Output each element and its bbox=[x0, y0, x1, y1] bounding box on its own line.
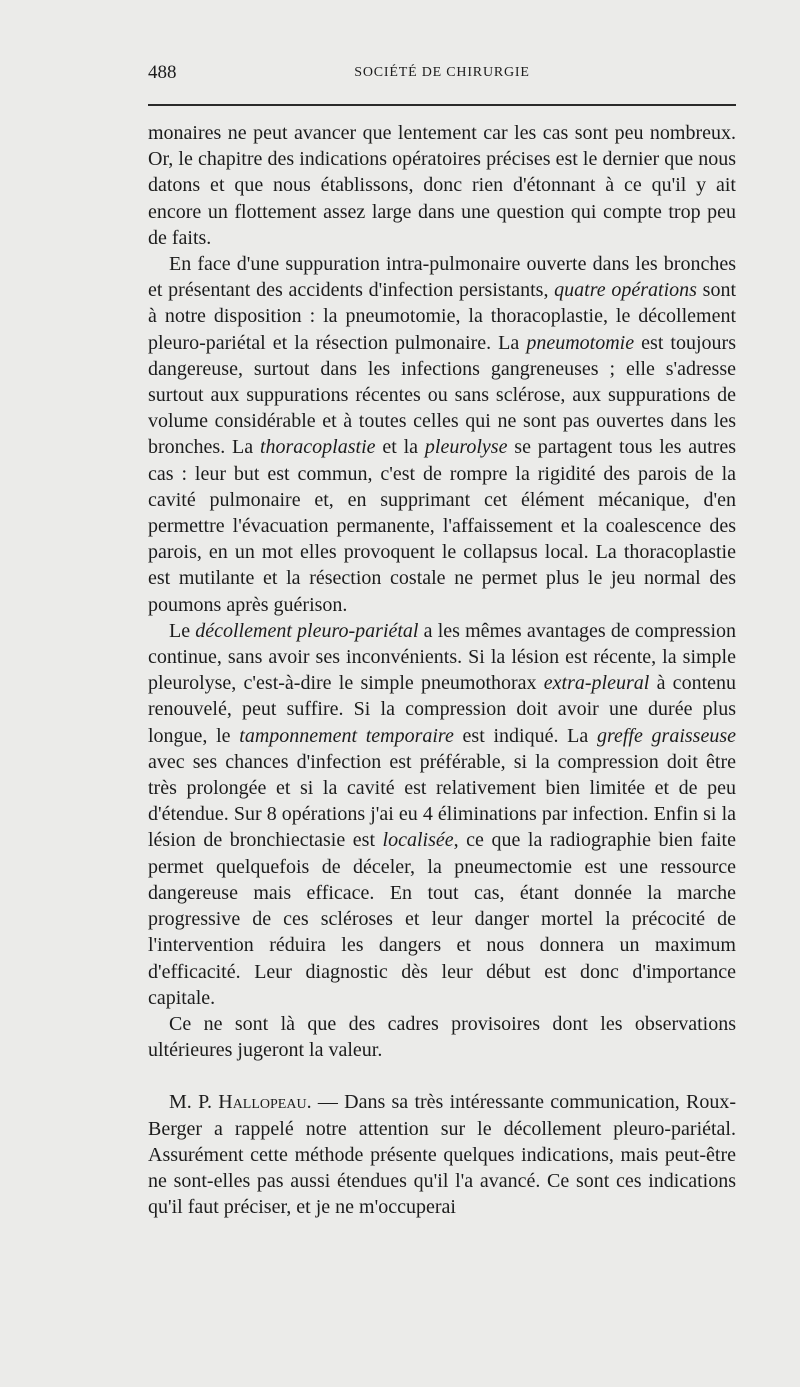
italic-term: pleurolyse bbox=[424, 436, 508, 459]
speaker-name: M. P. Hallopeau. bbox=[169, 1091, 312, 1114]
text-run: avec ses chances d'infection est préférable, si la compression doit être très prolongée et si la cavité est relativement bien limitée et de peu d'étendue. Sur 8 opérations j'ai eu 4 éliminations par infection. Enfin si la lésion de bronchiectasie est bbox=[148, 750, 736, 852]
text-run: est toujours dangereuse, surtout dans les infections gangreneuses ; elle s'adresse surtout aux suppurations récentes ou sans sclérose, aux suppurations de volume considérable et à toutes celles qui ne sont pas ouvertes dans les bronches. La bbox=[148, 331, 736, 459]
italic-term: quatre opérations bbox=[554, 279, 697, 302]
header-rule bbox=[148, 104, 736, 106]
running-head: SOCIÉTÉ DE CHIRURGIE bbox=[354, 65, 530, 80]
article-body bbox=[148, 120, 736, 1220]
page-header bbox=[148, 62, 736, 92]
text-run: En face d'une suppuration intra-pulmonaire ouverte dans les bronches et présentant des accidents d'infection persistants, bbox=[148, 253, 736, 302]
italic-term: greffe graisseuse bbox=[596, 724, 736, 747]
italic-term: extra-pleural bbox=[543, 672, 650, 695]
paragraph-hallopeau bbox=[148, 1089, 736, 1220]
text-run: , ce que la radiographie bien faite permet quelquefois de déceler, la pneumectomie est une ressource dangereuse mais efficace. En tout cas, étant donnée la marche progressive de ces scléroses et leur danger mortel la précocité de l'intervention réduira les dangers et nous donnera un maximum d'efficacité. Leur diagnostic dès leur début est donc d'importance capitale. bbox=[148, 829, 736, 1009]
text-run: à contenu renouvelé, peut suffire. Si la compression doit avoir une durée plus longue, le bbox=[148, 672, 736, 747]
text-run: — Dans sa très intéressante communication, Roux-Berger a rappelé notre attention sur le décollement pleuro-pariétal. Assurément cette méthode présente quelques indications, mais peut-être ne sont-elles pas aussi étendues qu'il l'a avancé. Ce sont ces indications qu'il faut préciser, et je ne m'occuperai bbox=[148, 1091, 736, 1219]
text-run: a les mêmes avantages de compression continue, sans avoir ses inconvénients. Si la lésion est récente, la simple pleurolyse, c'est-à-dire le simple pneumothorax bbox=[148, 619, 736, 695]
text-run: Le bbox=[169, 619, 196, 642]
italic-term: thoracoplastie bbox=[259, 436, 376, 459]
paragraph-continued: monaires ne peut avancer que lentement car les cas sont peu nombreux. Or, le chapitre des indications opératoires précises est le dernier que nous datons et que nous établissons, donc rien d'étonnant à ce qu'il y ait encore un flottement assez large dans une question qui compte trop peu de faits. bbox=[148, 122, 736, 249]
italic-term: pneumotomie bbox=[526, 331, 635, 354]
text-run: est indiqué. La bbox=[453, 724, 597, 747]
italic-term: décollement pleuro-pariétal bbox=[195, 619, 419, 642]
italic-term: localisée bbox=[382, 829, 454, 852]
text-run: et la bbox=[375, 436, 425, 459]
paragraph-operations bbox=[148, 251, 736, 618]
text-run: sont à notre disposition : la pneumotomie, la thoracoplastie, le décollement pleuro-pariétal et la résection pulmonaire. La bbox=[148, 279, 737, 354]
italic-term: tamponnement temporaire bbox=[239, 724, 454, 747]
paragraph-closing: Ce ne sont là que des cadres provisoires dont les observations ultérieures jugeront la valeur. bbox=[148, 1012, 736, 1062]
paragraph-decollement bbox=[148, 618, 736, 1011]
text-run: se partagent tous les autres cas : leur but est commun, c'est de rompre la rigidité des parois de la cavité pulmonaire et, en supprimant cet élément mécanique, d'en permettre l'évacuation permanente, l'affaissement et la coalescence des parois, en un mot elles provoquent le collapsus local. La thoracoplastie est mutilante et la résection costale ne permet plus le jeu normal des poumons après guérison. bbox=[148, 436, 737, 616]
page-number: 488 bbox=[148, 62, 177, 83]
